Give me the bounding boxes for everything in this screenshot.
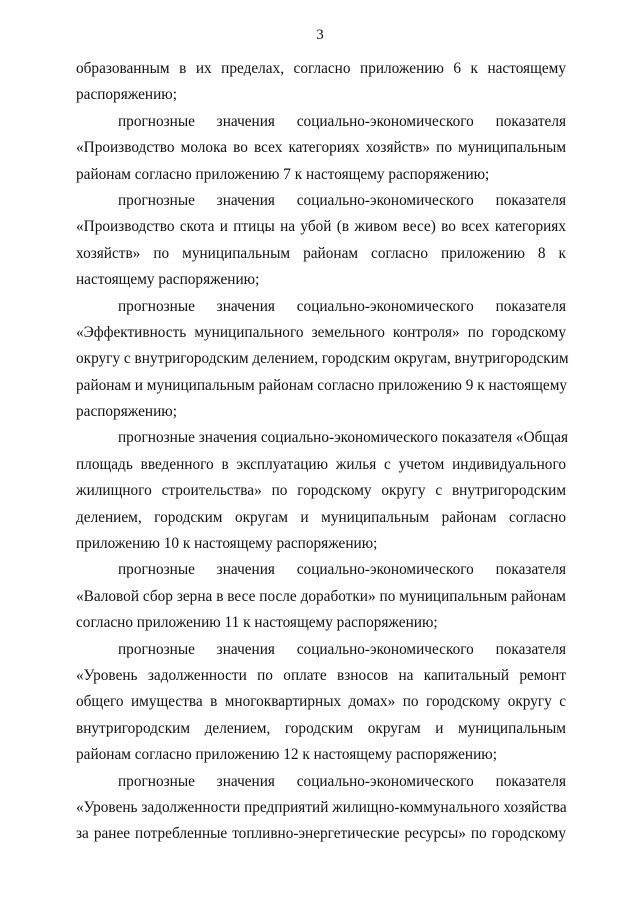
text-line: «Производство скота и птицы на убой (в живом весе) во всех категориях bbox=[76, 218, 566, 236]
text-line: прогнозные значения социально-экономического показателя bbox=[118, 640, 566, 658]
text-line: районам согласно приложению 12 к настоящему распоряжению; bbox=[76, 746, 497, 764]
text-line: районам и муниципальным районам согласно приложению 9 к настоящему bbox=[76, 376, 568, 394]
text-line: делением, городским округам и муниципальным районам согласно bbox=[76, 508, 566, 526]
text-line: распоряжению; bbox=[76, 403, 177, 421]
text-line: прогнозные значения социально-экономического показателя «Общая bbox=[118, 429, 569, 447]
text-line: площадь введенного в эксплуатацию жилья с учетом индивидуального bbox=[76, 455, 566, 473]
text-line: «Производство молока во всех категориях хозяйств» по муниципальным bbox=[76, 139, 566, 157]
text-line: «Уровень задолженности по оплате взносов на капитальный ремонт bbox=[76, 666, 566, 684]
text-line: прогнозные значения социально-экономического показателя bbox=[118, 112, 566, 130]
text-line: прогнозные значения социально-экономического показателя bbox=[118, 191, 566, 209]
text-line: приложению 10 к настоящему распоряжению; bbox=[76, 535, 378, 553]
text-line: районам согласно приложению 7 к настоящему распоряжению; bbox=[76, 165, 490, 183]
text-line: «Валовой сбор зерна в весе после доработки» по муниципальным районам bbox=[76, 587, 566, 605]
text-line: общего имущества в многоквартирных домах» по городскому округу с bbox=[76, 693, 566, 711]
text-line: согласно приложению 11 к настоящему распоряжению; bbox=[76, 614, 438, 632]
text-line: распоряжению; bbox=[76, 86, 177, 104]
text-line: жилищного строительства» по городскому округу с внутригородским bbox=[76, 482, 566, 500]
text-line: округу с внутригородским делением, городским округам, внутригородским bbox=[76, 350, 569, 368]
text-line: прогнозные значения социально-экономического показателя bbox=[118, 772, 566, 790]
text-line: внутригородским делением, городским округам и муниципальным bbox=[76, 719, 566, 737]
page-number: 3 bbox=[316, 27, 324, 43]
text-line: «Уровень задолженности предприятий жилищно-коммунального хозяйства bbox=[76, 798, 567, 816]
text-line: прогнозные значения социально-экономического показателя bbox=[118, 297, 566, 315]
text-line: прогнозные значения социально-экономического показателя bbox=[118, 561, 566, 579]
text-line: хозяйств» по муниципальным районам согласно приложению 8 к bbox=[76, 244, 566, 262]
text-line: «Эффективность муниципального земельного контроля» по городскому bbox=[76, 323, 566, 341]
document-body bbox=[76, 56, 569, 848]
text-line: за ранее потребленные топливно-энергетические ресурсы» по городскому bbox=[76, 825, 566, 843]
text-line: образованным в их пределах, согласно приложению 6 к настоящему bbox=[76, 60, 566, 77]
text-line: настоящему распоряжению; bbox=[76, 271, 260, 289]
